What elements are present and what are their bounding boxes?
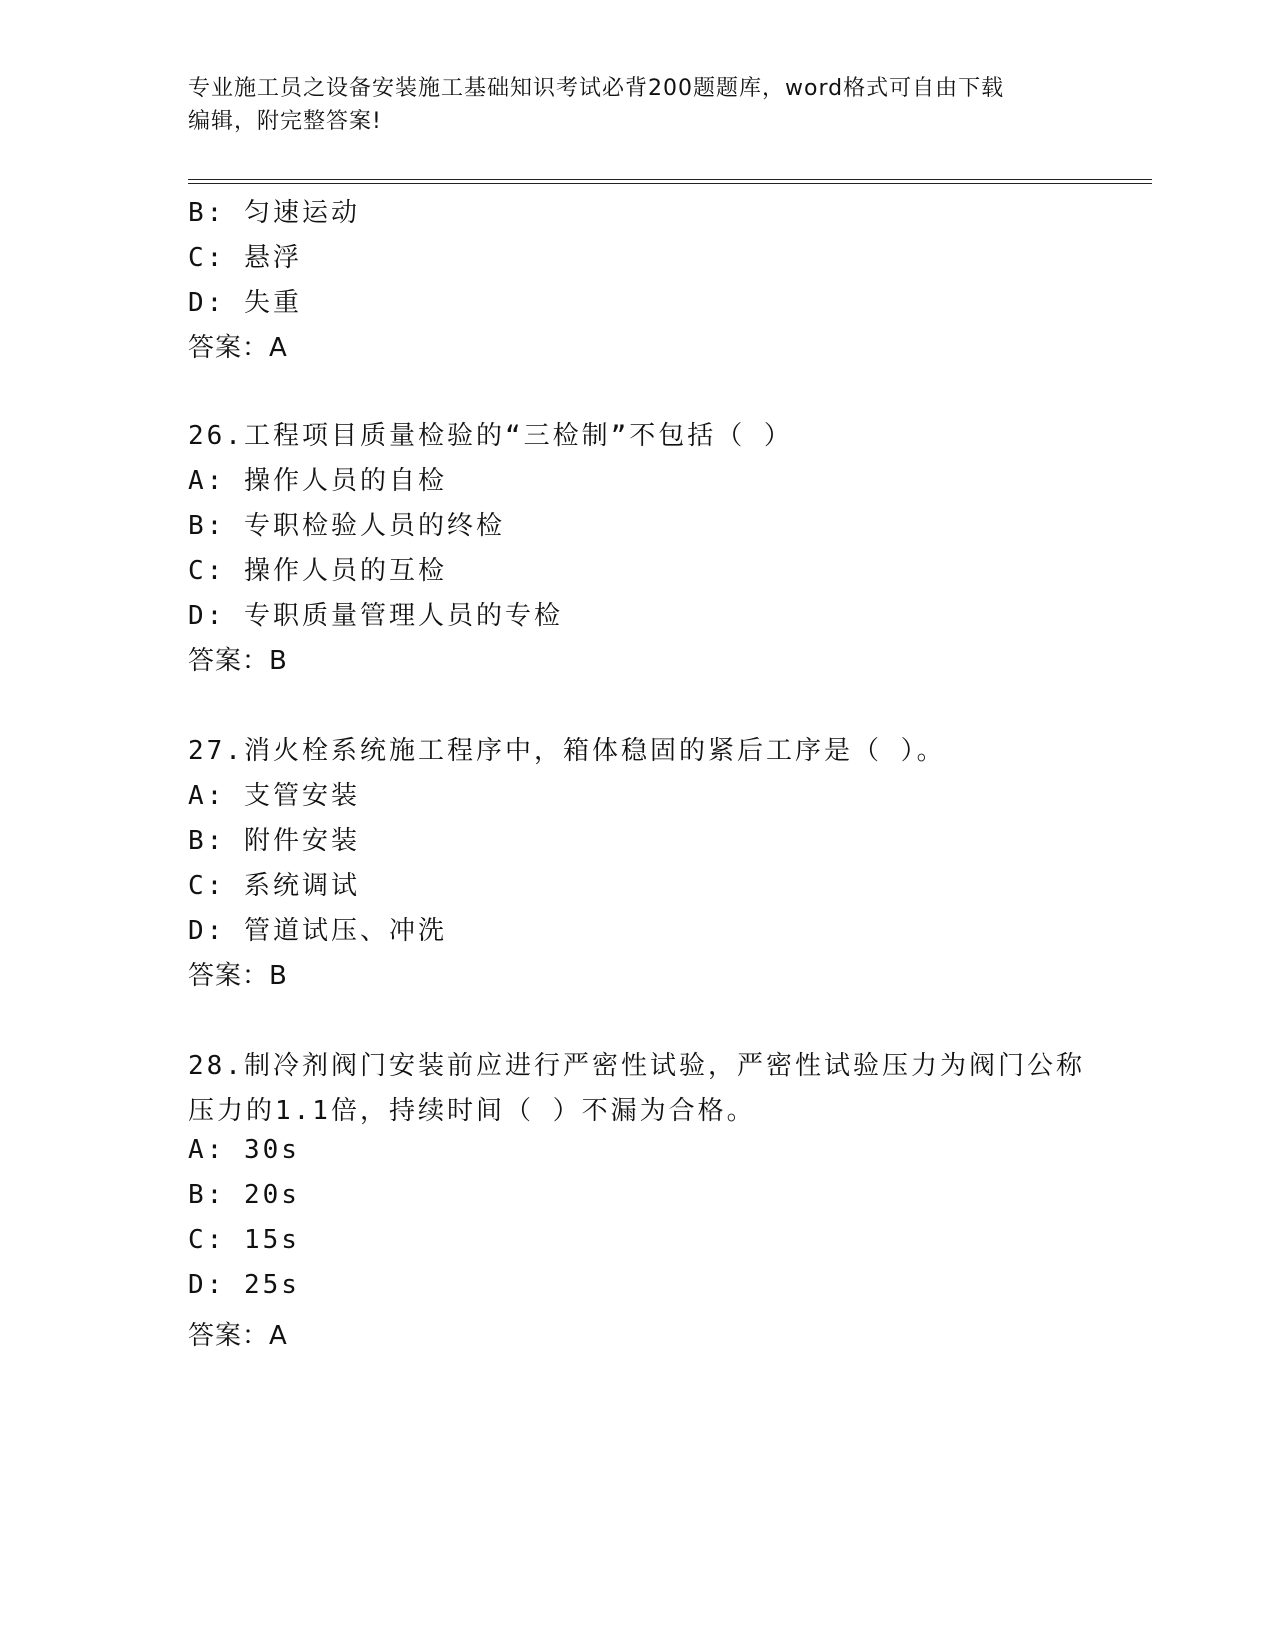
q27-option-a: A: 支管安装 [188, 781, 360, 811]
q26-answer: 答案：B [188, 646, 288, 676]
q28-answer: 答案：A [188, 1321, 288, 1351]
q28-option-a: A: 30s [188, 1135, 300, 1165]
q27-option-c: C: 系统调试 [188, 871, 360, 901]
q28-option-b: B: 20s [188, 1180, 300, 1210]
document-header [188, 72, 1088, 138]
q26-option-d: D: 专职质量管理人员的专检 [188, 601, 563, 631]
q27-option-b: B: 附件安装 [188, 826, 360, 856]
q25-answer: 答案：A [188, 333, 288, 363]
q28-option-c: C: 15s [188, 1225, 300, 1255]
header-title-line-1: 专业施工员之设备安装施工基础知识考试必背200题题库，word格式可自由下载 [188, 76, 1005, 101]
q25-option-b: B: 匀速运动 [188, 198, 360, 228]
q27-answer: 答案：B [188, 961, 288, 991]
q28-option-d: D: 25s [188, 1270, 300, 1300]
q28-question-line-2: 压力的1.1倍，持续时间（ ）不漏为合格。 [188, 1096, 756, 1126]
q26-option-c: C: 操作人员的互检 [188, 556, 447, 586]
q27-option-d: D: 管道试压、冲洗 [188, 916, 447, 946]
q28-question-line-1: 28.制冷剂阀门安装前应进行严密性试验，严密性试验压力为阀门公称 [188, 1051, 1085, 1081]
q26-option-a: A: 操作人员的自检 [188, 466, 447, 496]
q27-question: 27.消火栓系统施工程序中，箱体稳固的紧后工序是（ ）。 [188, 736, 946, 766]
q26-option-b: B: 专职检验人员的终检 [188, 511, 505, 541]
header-divider-bottom [188, 183, 1152, 184]
q26-question: 26.工程项目质量检验的“三检制”不包括（ ） [188, 421, 793, 451]
q25-option-d: D: 失重 [188, 288, 302, 318]
header-title-line-2: 编辑，附完整答案! [188, 109, 382, 134]
q25-option-c: C: 悬浮 [188, 243, 302, 273]
header-divider-top [188, 179, 1152, 180]
